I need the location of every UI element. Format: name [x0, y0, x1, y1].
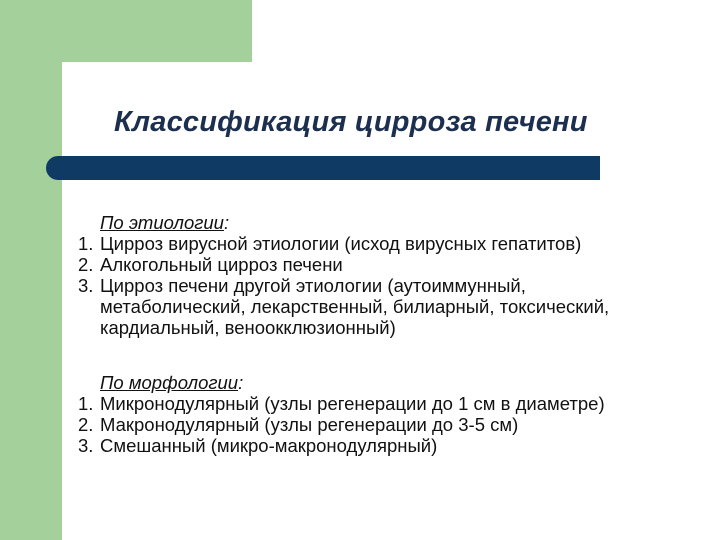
list-item [78, 233, 609, 254]
list-item-text: Цирроз вирусной этиологии (исход вирусных гепатитов) [100, 233, 582, 254]
list-item-text: Макронодулярный (узлы регенерации до 3-5 см) [100, 414, 519, 435]
section-heading-text: По морфологии [100, 372, 239, 393]
section-heading-colon: : [238, 372, 244, 393]
slide-title: Классификация цирроза печени [114, 106, 588, 138]
list-item-number: 3. [78, 435, 94, 456]
section-heading-colon: : [223, 212, 230, 233]
list-item-number: 2. [78, 414, 94, 435]
list-item-number: 1. [78, 233, 94, 254]
title-divider-bar [46, 156, 600, 180]
list-item-text: Микронодулярный (узлы регенерации до 1 см в диаметре) [100, 393, 605, 414]
list-item [78, 393, 605, 414]
list-item [78, 254, 609, 275]
list-item [78, 275, 609, 338]
list-item [78, 435, 605, 456]
decorative-green-left-bar [0, 0, 62, 540]
list-item-number: 1. [78, 393, 94, 414]
list-item-text: Цирроз печени другой этиологии (аутоиммунный, метаболический, лекарственный, билиарный, токсический, кардиальный, веноокклюзионный) [100, 275, 610, 338]
list-item-number: 3. [78, 275, 94, 296]
section-heading [78, 372, 605, 393]
list-item-text: Алкогольный цирроз печени [100, 254, 343, 275]
list-item-text: Смешанный (микро-макронодулярный) [100, 435, 438, 456]
section-heading-text: По этиологии [100, 212, 224, 233]
list-item-number: 2. [78, 254, 94, 275]
list-item [78, 414, 605, 435]
section-heading [78, 212, 609, 233]
section-morphology [78, 372, 605, 456]
section-etiology [78, 212, 609, 338]
